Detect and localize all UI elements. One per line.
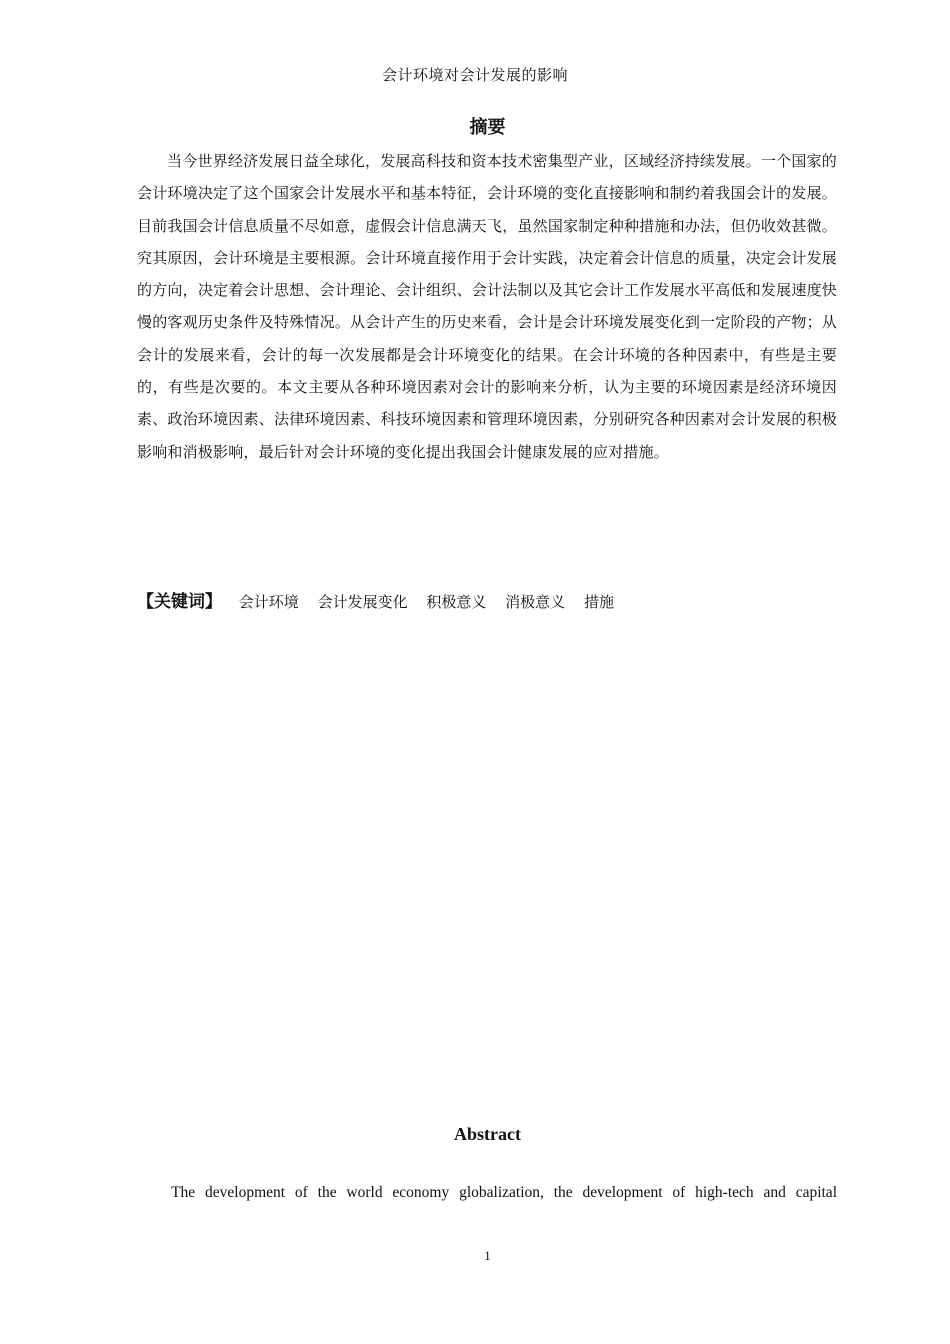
abstract-en-heading: Abstract xyxy=(454,1124,521,1144)
keyword-item: 措施 xyxy=(583,593,614,611)
document-title: 会计环境对会计发展的影响 xyxy=(381,66,568,84)
keyword-item: 会计环境 xyxy=(238,593,299,611)
abstract-en-body: The development of the world economy globalization, the development of high-tech and capital xyxy=(171,1184,837,1201)
keywords-label: 【关键词】 xyxy=(137,592,222,612)
page-number: 1 xyxy=(484,1248,491,1263)
keyword-item: 积极意义 xyxy=(426,593,487,611)
abstract-cn-heading: 摘要 xyxy=(469,117,506,138)
abstract-cn-body: 当今世界经济发展日益全球化，发展高科技和资本技术密集型产业，区域经济持续发展。一个国家的会计环境决定了这个国家会计发展水平和基本特征，会计环境的变化直接影响和制约着我国会计的发展。目前我国会计信息质量不尽如意，虚假会计信息满天飞，虽然国家制定种种措施和办法，但仍收效甚微。究其原因，会计环境是主要根源。会计环境直接作用于会计实践，决定着会计信息的质量，决定会计发展的方向，决定着会计思想、会计理论、会计组织、会计法制以及其它会计工作发展水平高低和发展速度快慢的客观历史条件及特殊情况。从会计产生的历史来看，会计是会计环境发展变化到一定阶段的产物；从会计的发展来看，会计的每一次发展都是会计环境变化的结果。在会计环境的各种因素中，有些是主要的，有些是次要的。本文主要从各种环境因素对会计的影响来分析，认为主要的环境因素是经济环境因素、政治环境因素、法律环境因素、科技环境因素和管理环境因素，分别研究各种因素对会计发展的积极影响和消极影响，最后针对会计环境的变化提出我国会计健康发展的应对措施。 xyxy=(137,152,837,461)
keywords-line xyxy=(137,588,837,616)
keyword-item: 会计发展变化 xyxy=(317,593,408,611)
keyword-item: 消极意义 xyxy=(505,593,566,611)
